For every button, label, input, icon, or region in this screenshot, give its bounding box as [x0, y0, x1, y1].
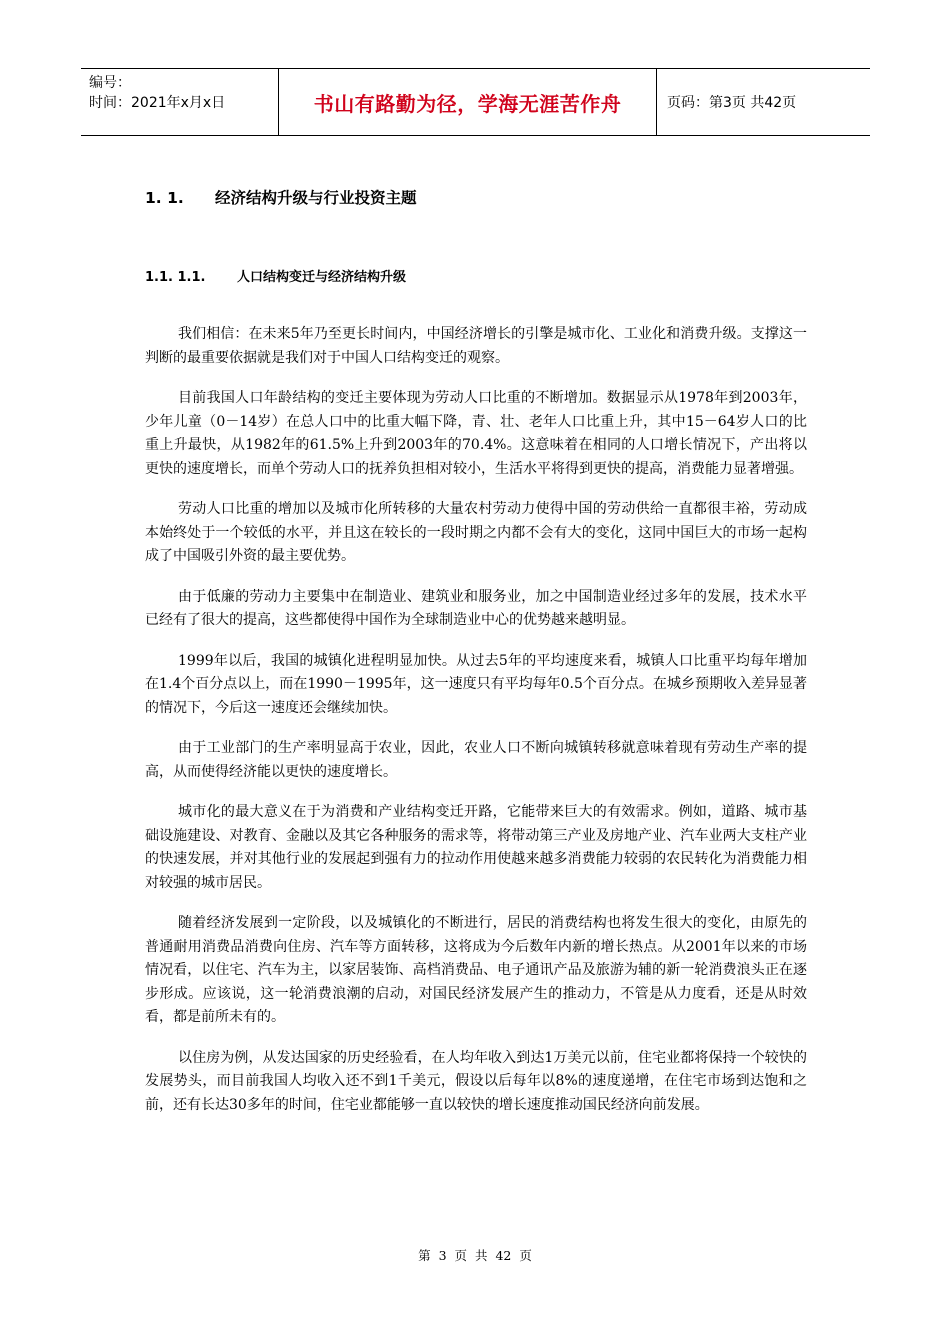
- section-title: 经济结构升级与行业投资主题: [215, 189, 417, 207]
- date-label: 时间：2021年x月x日: [89, 95, 226, 111]
- paragraph: 劳动人口比重的增加以及城市化所转移的大量农村劳动力使得中国的劳动供给一直都很丰裕，劳动成本始终处于一个较低的水平，并且这在较长的一段时期之内都不会有大的变化，这同中国巨大的市场一起构成了中国吸引外资的最主要优势。: [145, 501, 807, 564]
- paragraph: 以住房为例，从发达国家的历史经验看，在人均年收入到达1万美元以前，住宅业都将保持一个较快的发展势头，而目前我国人均收入还不到1千美元，假设以后每年以8%的速度递增，在住宅市场到达饱和之前，还有长达30多年的时间，住宅业都能够一直以较快的增长速度推动国民经济向前发展。: [145, 1049, 807, 1113]
- paragraph: 1999年以后，我国的城镇化进程明显加快。从过去5年的平均速度来看，城镇人口比重平均每年增加在1.4个百分点以上，而在1990－1995年，这一速度只有平均每年0.5个百分点。在城乡预期收入差异显著的情况下，今后这一速度还会继续加快。: [145, 652, 807, 716]
- header-meta: [89, 73, 225, 113]
- paragraph: 城市化的最大意义在于为消费和产业结构变迁开路，它能带来巨大的有效需求。例如，道路、城市基础设施建设、对教育、金融以及其它各种服务的需求等，将带动第三产业及房地产业、汽车业两大支柱产业的快速发展，并对其他行业的发展起到强有力的拉动作用使越来越多消费能力较弱的农民转化为消费能力相对较强的城市居民。: [145, 804, 807, 891]
- paragraph: 目前我国人口年龄结构的变迁主要体现为劳动人口比重的不断增加。数据显示从1978年到2003年，少年儿童（0－14岁）在总人口中的比重大幅下降，青、壮、老年人口比重上升，其中15－64岁人口的比重上升最快，从1982年的61.5%上升到2003年的70.4%。这意味着在相同的人口增长情况下，产出将以更快的速度增长，而单个劳动人口的抚养负担相对较小，生活水平将得到更快的提高，消费能力显著增强。: [145, 390, 807, 477]
- header-divider: [656, 69, 657, 136]
- paragraph: 我们相信：在未来5年乃至更长时间内，中国经济增长的引擎是城市化、工业化和消费升级。支撑这一判断的最重要依据就是我们对于中国人口结构变迁的观察。: [145, 326, 807, 366]
- header-motto: 书山有路勤为径，学海无涯苦作舟: [313, 92, 622, 116]
- paragraph: 由于低廉的劳动力主要集中在制造业、建筑业和服务业，加之中国制造业经过多年的发展，技术水平已经有了很大的提高，这些都使得中国作为全球制造业中心的优势越来越明显。: [145, 588, 807, 628]
- section-number: 1. 1.: [145, 189, 184, 207]
- paragraph: 由于工业部门的生产率明显高于农业，因此，农业人口不断向城镇转移就意味着现有劳动生产率的提高，从而使得经济能以更快的速度增长。: [145, 740, 807, 780]
- subsection-heading: [145, 268, 406, 288]
- section-heading: [145, 186, 417, 210]
- paragraph: 随着经济发展到一定阶段，以及城镇化的不断进行，居民的消费结构也将发生很大的变化，由原先的普通耐用消费品消费向住房、汽车等方面转移，这将成为今后数年内新的增长热点。从2001年以来的市场情况看，以住宅、汽车为主，以家居装饰、高档消费品、电子通讯产品及旅游为辅的新一轮消费浪头正在逐步形成。应该说，这一轮消费浪潮的启动，对国民经济发展产生的推动力，不管是从力度看，还是从时效看，都是前所未有的。: [145, 915, 807, 1025]
- serial-label: 编号：: [89, 75, 131, 91]
- subsection-number: 1.1. 1.1.: [145, 270, 206, 285]
- page-footer: 第 3 页 共 42 页: [418, 1248, 532, 1263]
- subsection-title: 人口结构变迁与经济结构升级: [237, 270, 407, 285]
- body-text: [145, 323, 807, 1134]
- page-header: [81, 68, 870, 136]
- header-page-info: 页码：第3页 共42页: [667, 95, 797, 111]
